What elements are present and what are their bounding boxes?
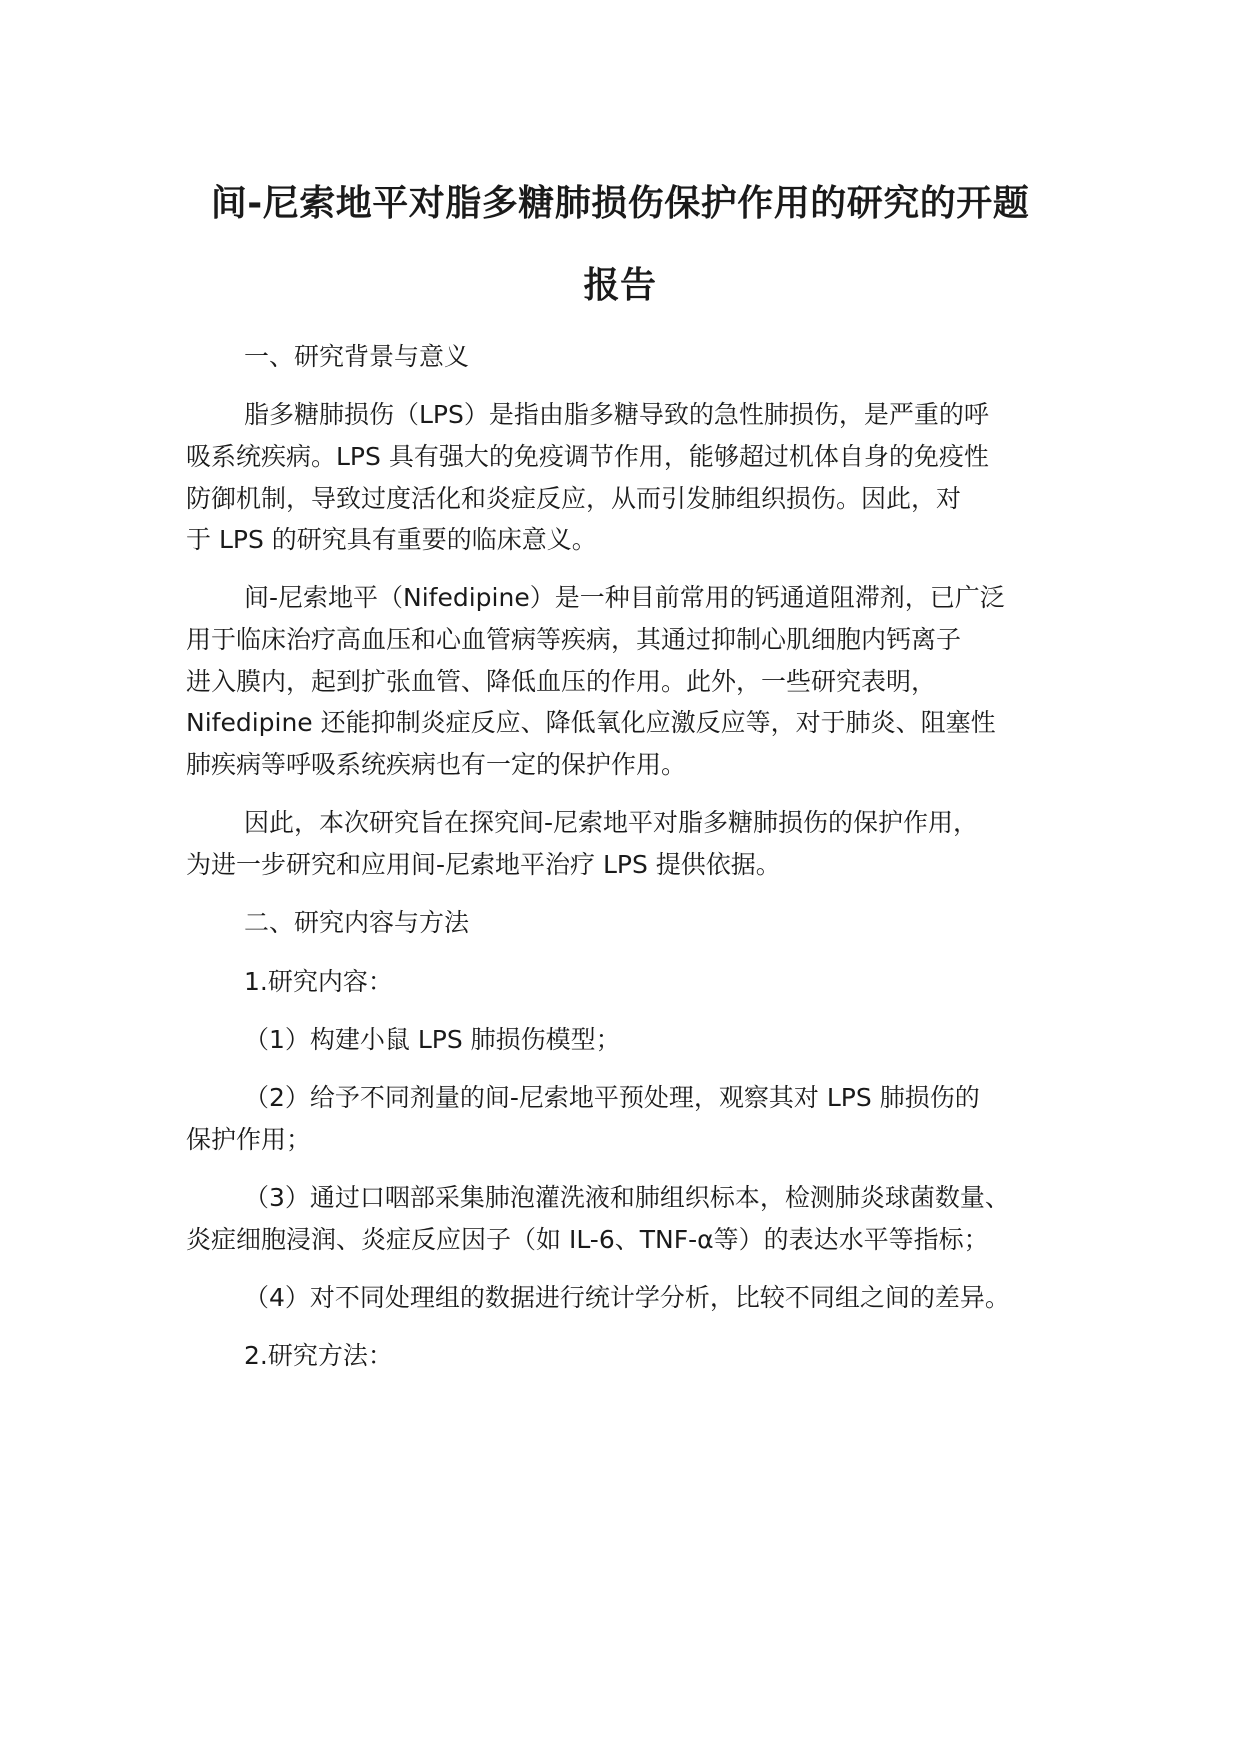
paragraph-line: Nifedipine 还能抑制炎症反应、降低氧化应激反应等，对于肺炎、阻塞性 <box>186 708 996 737</box>
paragraph-line: 进入膜内，起到扩张血管、降低血压的作用。此外，一些研究表明， <box>186 667 937 696</box>
document-title-line-1: 间-尼索地平对脂多糖肺损伤保护作用的研究的开题 <box>210 183 1030 224</box>
subsection-heading-content: 1.研究内容： <box>244 967 393 996</box>
paragraph-line: 于 LPS 的研究具有重要的临床意义。 <box>186 525 597 554</box>
subsection-heading-method: 2.研究方法： <box>244 1341 393 1370</box>
paragraph-line: 吸系统疾病。LPS 具有强大的免疫调节作用，能够超过机体自身的免疫性 <box>186 442 989 471</box>
list-item: （4）对不同处理组的数据进行统计学分析，比较不同组之间的差异。 <box>244 1283 1010 1312</box>
list-item-continuation: 炎症细胞浸润、炎症反应因子（如 IL-6、TNF-α等）的表达水平等指标； <box>186 1225 989 1254</box>
paragraph-line: 脂多糖肺损伤（LPS）是指由脂多糖导致的急性肺损伤，是严重的呼 <box>244 400 989 429</box>
paragraph-line: 间-尼索地平（Nifedipine）是一种目前常用的钙通道阻滞剂，已广泛 <box>244 583 1005 612</box>
list-item-continuation: 保护作用； <box>186 1125 312 1154</box>
section-heading-methods: 二、研究内容与方法 <box>244 908 470 937</box>
paragraph-line: 因此，本次研究旨在探究间-尼索地平对脂多糖肺损伤的保护作用， <box>244 808 979 837</box>
paragraph-line: 防御机制，导致过度活化和炎症反应，从而引发肺组织损伤。因此，对 <box>186 484 962 513</box>
document-title-line-2: 报告 <box>583 265 657 306</box>
list-item: （3）通过口咽部采集肺泡灌洗液和肺组织标本，检测肺炎球菌数量、 <box>244 1183 1010 1212</box>
section-heading-background: 一、研究背景与意义 <box>244 342 470 371</box>
paragraph-line: 用于临床治疗高血压和心血管病等疾病，其通过抑制心肌细胞内钙离子 <box>186 625 962 654</box>
list-item: （2）给予不同剂量的间-尼索地平预处理，观察其对 LPS 肺损伤的 <box>244 1083 980 1112</box>
paragraph-line: 肺疾病等呼吸系统疾病也有一定的保护作用。 <box>186 750 687 779</box>
paragraph-line: 为进一步研究和应用间-尼索地平治疗 LPS 提供依据。 <box>186 850 781 879</box>
list-item: （1）构建小鼠 LPS 肺损伤模型； <box>244 1025 621 1054</box>
